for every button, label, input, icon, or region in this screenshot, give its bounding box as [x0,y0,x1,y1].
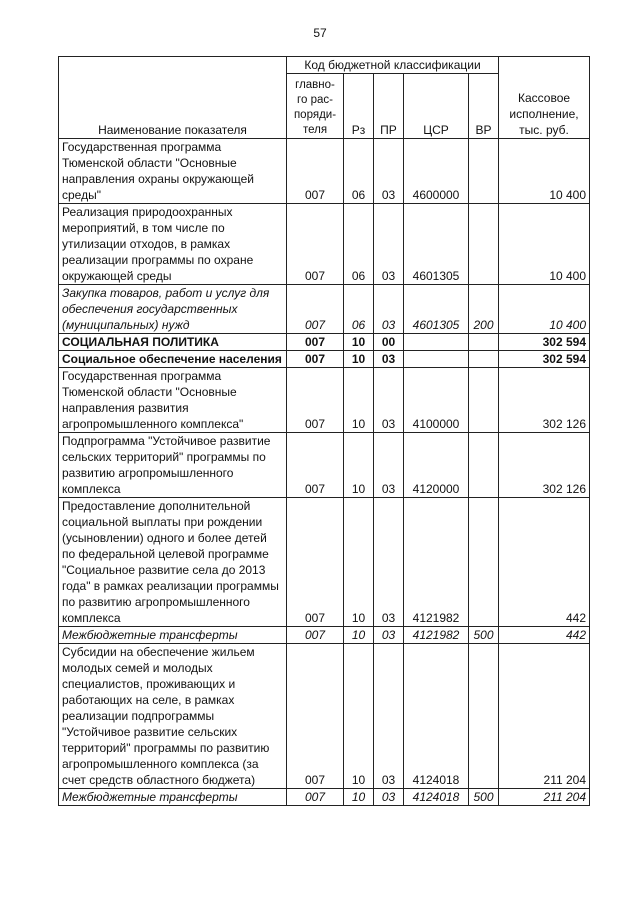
cell-pr: 03 [374,139,404,204]
cell-rz: 10 [344,498,374,627]
cell-rz: 10 [344,789,374,806]
table-row [59,433,590,498]
cell-vr [469,433,499,498]
cell-amount: 442 [499,627,590,644]
table-row [59,644,590,789]
cell-pr: 03 [374,644,404,789]
cell-csr: 4100000 [404,368,469,433]
cell-vr [469,139,499,204]
cell-rz: 10 [344,351,374,368]
header-glavn: главно-го рас-поряди-теля [287,74,344,139]
cell-amount: 211 204 [499,644,590,789]
cell-vr [469,334,499,351]
table-row [59,368,590,433]
cell-pr: 03 [374,789,404,806]
cell-csr [404,334,469,351]
budget-table [58,56,590,806]
cell-csr [404,351,469,368]
cell-vr: 200 [469,285,499,334]
cell-rz: 06 [344,204,374,285]
cell-amount: 10 400 [499,139,590,204]
header-rz: Рз [344,74,374,139]
header-name: Наименование показателя [59,57,287,139]
table-row [59,627,590,644]
table-row [59,204,590,285]
cell-rz: 10 [344,644,374,789]
cell-csr: 4120000 [404,433,469,498]
cell-amount: 302 126 [499,433,590,498]
cell-rz: 06 [344,285,374,334]
cell-csr: 4601305 [404,204,469,285]
cell-pr: 03 [374,285,404,334]
cell-rz: 10 [344,433,374,498]
cell-pr: 00 [374,334,404,351]
table-row [59,789,590,806]
cell-glavn: 007 [287,351,344,368]
cell-pr: 03 [374,498,404,627]
cell-vr [469,644,499,789]
cell-amount: 302 594 [499,351,590,368]
cell-csr: 4121982 [404,498,469,627]
cell-vr: 500 [469,789,499,806]
cell-pr: 03 [374,368,404,433]
cell-glavn: 007 [287,368,344,433]
cell-vr [469,351,499,368]
cell-vr [469,498,499,627]
table-row [59,139,590,204]
header-vr: ВР [469,74,499,139]
cell-glavn: 007 [287,498,344,627]
cell-vr [469,368,499,433]
cell-csr: 4601305 [404,285,469,334]
cell-name: Предоставление дополнительной социальной выплаты при рождении (усыновлении) одного и более детей по федеральной целевой программе "Социальное развитие села до 2013 года" в рамках реализации программы по развитию агропромышленного комплекса [59,498,287,627]
table-body [59,139,590,806]
cell-name: Межбюджетные трансферты [59,627,287,644]
cell-glavn: 007 [287,433,344,498]
cell-amount: 10 400 [499,285,590,334]
cell-glavn: 007 [287,334,344,351]
cell-rz: 10 [344,334,374,351]
cell-glavn: 007 [287,789,344,806]
cell-glavn: 007 [287,627,344,644]
header-csr: ЦСР [404,74,469,139]
cell-glavn: 007 [287,204,344,285]
cell-name: Государственная программа Тюменской области "Основные направления охраны окружающей среды" [59,139,287,204]
cell-vr: 500 [469,627,499,644]
cell-pr: 03 [374,351,404,368]
header-pr: ПР [374,74,404,139]
cell-name: Социальное обеспечение населения [59,351,287,368]
cell-name: Субсидии на обеспечение жильем молодых семей и молодых специалистов, проживающих и работающих на селе, в рамках реализации подпрограммы "Устойчивое развитие сельских территорий" программы по развитию агропромышленного комплекса (за счет средств областного бюджета) [59,644,287,789]
cell-pr: 03 [374,204,404,285]
cell-name: Межбюджетные трансферты [59,789,287,806]
table-header [59,57,590,139]
page-number: 57 [313,26,327,40]
cell-pr: 03 [374,433,404,498]
cell-name: Подпрограмма "Устойчивое развитие сельских территорий" программы по развитию агропромышленного комплекса [59,433,287,498]
cell-amount: 211 204 [499,789,590,806]
cell-rz: 10 [344,368,374,433]
cell-amount: 302 594 [499,334,590,351]
cell-amount: 442 [499,498,590,627]
cell-vr [469,204,499,285]
table-row [59,351,590,368]
header-amount: Кассовое исполнение, тыс. руб. [499,57,590,139]
cell-csr: 4124018 [404,789,469,806]
table-row [59,285,590,334]
cell-csr: 4600000 [404,139,469,204]
cell-csr: 4124018 [404,644,469,789]
header-classification-group: Код бюджетной классификации [287,57,499,74]
cell-glavn: 007 [287,139,344,204]
cell-name: Реализация природоохранных мероприятий, в том числе по утилизации отходов, в рамках реализации программы по охране окружающей среды [59,204,287,285]
cell-rz: 10 [344,627,374,644]
cell-glavn: 007 [287,285,344,334]
cell-pr: 03 [374,627,404,644]
cell-glavn: 007 [287,644,344,789]
cell-name: Закупка товаров, работ и услуг для обеспечения государственных (муниципальных) нужд [59,285,287,334]
cell-name: СОЦИАЛЬНАЯ ПОЛИТИКА [59,334,287,351]
table-row [59,498,590,627]
cell-amount: 10 400 [499,204,590,285]
cell-csr: 4121982 [404,627,469,644]
table-row [59,334,590,351]
cell-amount: 302 126 [499,368,590,433]
cell-rz: 06 [344,139,374,204]
cell-name: Государственная программа Тюменской области "Основные направления развития агропромышленного комплекса" [59,368,287,433]
